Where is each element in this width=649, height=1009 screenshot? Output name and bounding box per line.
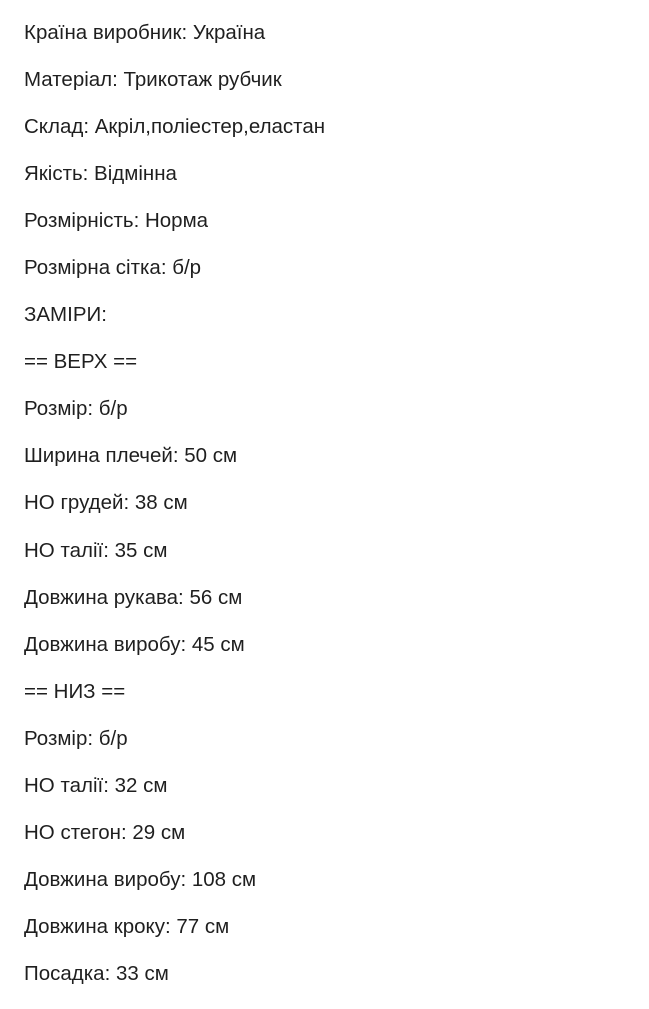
text-line-measurements-heading: ЗАМІРИ: (24, 303, 107, 327)
text-line-country: Країна виробник: Україна (24, 21, 266, 44)
text-line-bottom-length: Довжина виробу: 108 см (24, 867, 257, 891)
text-line-top-waist: НО талії: 35 см (24, 538, 168, 562)
product-description (24, 21, 649, 1009)
text-line-shoulder-width: Ширина плечей: 50 см (24, 444, 238, 468)
text-line-bottom-size: Розмір: б/р (24, 726, 128, 750)
text-line-quality: Якість: Відмінна (24, 162, 177, 186)
text-line-size-grid: Розмірна сітка: б/р (24, 256, 202, 280)
text-line-composition: Склад: Акріл,поліестер,еластан (24, 115, 326, 139)
text-line-material: Матеріал: Трикотаж рубчик (24, 68, 282, 92)
text-line-sleeve-length: Довжина рукава: 56 см (24, 585, 243, 609)
text-line-top-section: == ВЕРХ == (24, 350, 138, 374)
text-line-bottom-waist: НО талії: 32 см (24, 773, 168, 797)
text-line-top-length: Довжина виробу: 45 см (24, 632, 245, 656)
text-line-top-size: Розмір: б/р (24, 397, 128, 421)
text-line-chest: НО грудей: 38 см (24, 491, 188, 515)
text-line-bottom-section: == НИЗ == (24, 679, 126, 703)
text-line-hips: НО стегон: 29 см (24, 820, 186, 844)
text-line-sizing: Розмірність: Норма (24, 209, 209, 233)
text-line-rise: Посадка: 33 см (24, 961, 169, 985)
text-line-inseam: Довжина кроку: 77 см (24, 914, 230, 938)
